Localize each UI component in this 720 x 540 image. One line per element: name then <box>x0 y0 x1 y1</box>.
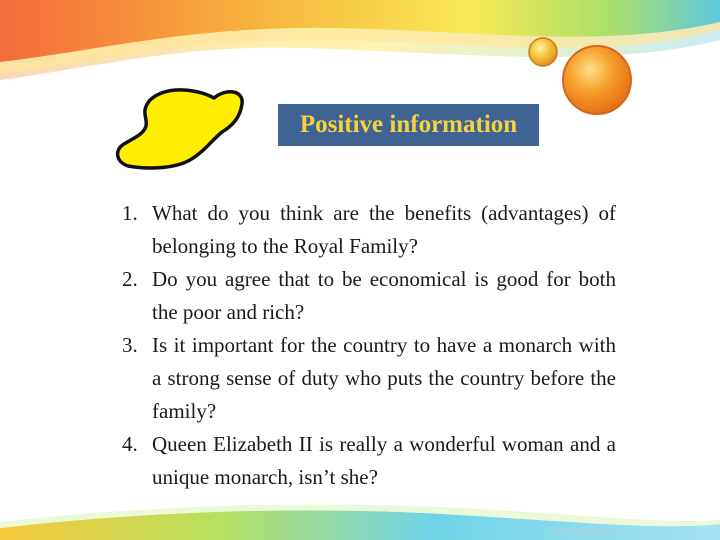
yellow-blob-icon <box>118 90 243 168</box>
list-item <box>122 197 616 263</box>
slide-title: Positive information <box>278 104 539 146</box>
item-text: What do you think are the benefits (advantages) of belonging to the Royal Family? <box>152 201 616 258</box>
list-item <box>122 329 616 428</box>
item-text: Is it important for the country to have a monarch with a strong sense of duty who puts the country before the family? <box>152 333 616 423</box>
list-item <box>122 263 616 329</box>
item-text: Do you agree that to be economical is good for both the poor and rich? <box>152 267 616 324</box>
watermark-text: http://aida.ucoz.ru <box>555 527 619 536</box>
question-list <box>122 197 616 494</box>
item-number: 2. <box>122 267 138 291</box>
list-item <box>122 428 616 494</box>
item-number: 3. <box>122 333 138 357</box>
item-number: 1. <box>122 201 138 225</box>
item-text: Queen Elizabeth II is really a wonderful woman and a unique monarch, isn’t she? <box>152 432 616 489</box>
item-number: 4. <box>122 432 138 456</box>
